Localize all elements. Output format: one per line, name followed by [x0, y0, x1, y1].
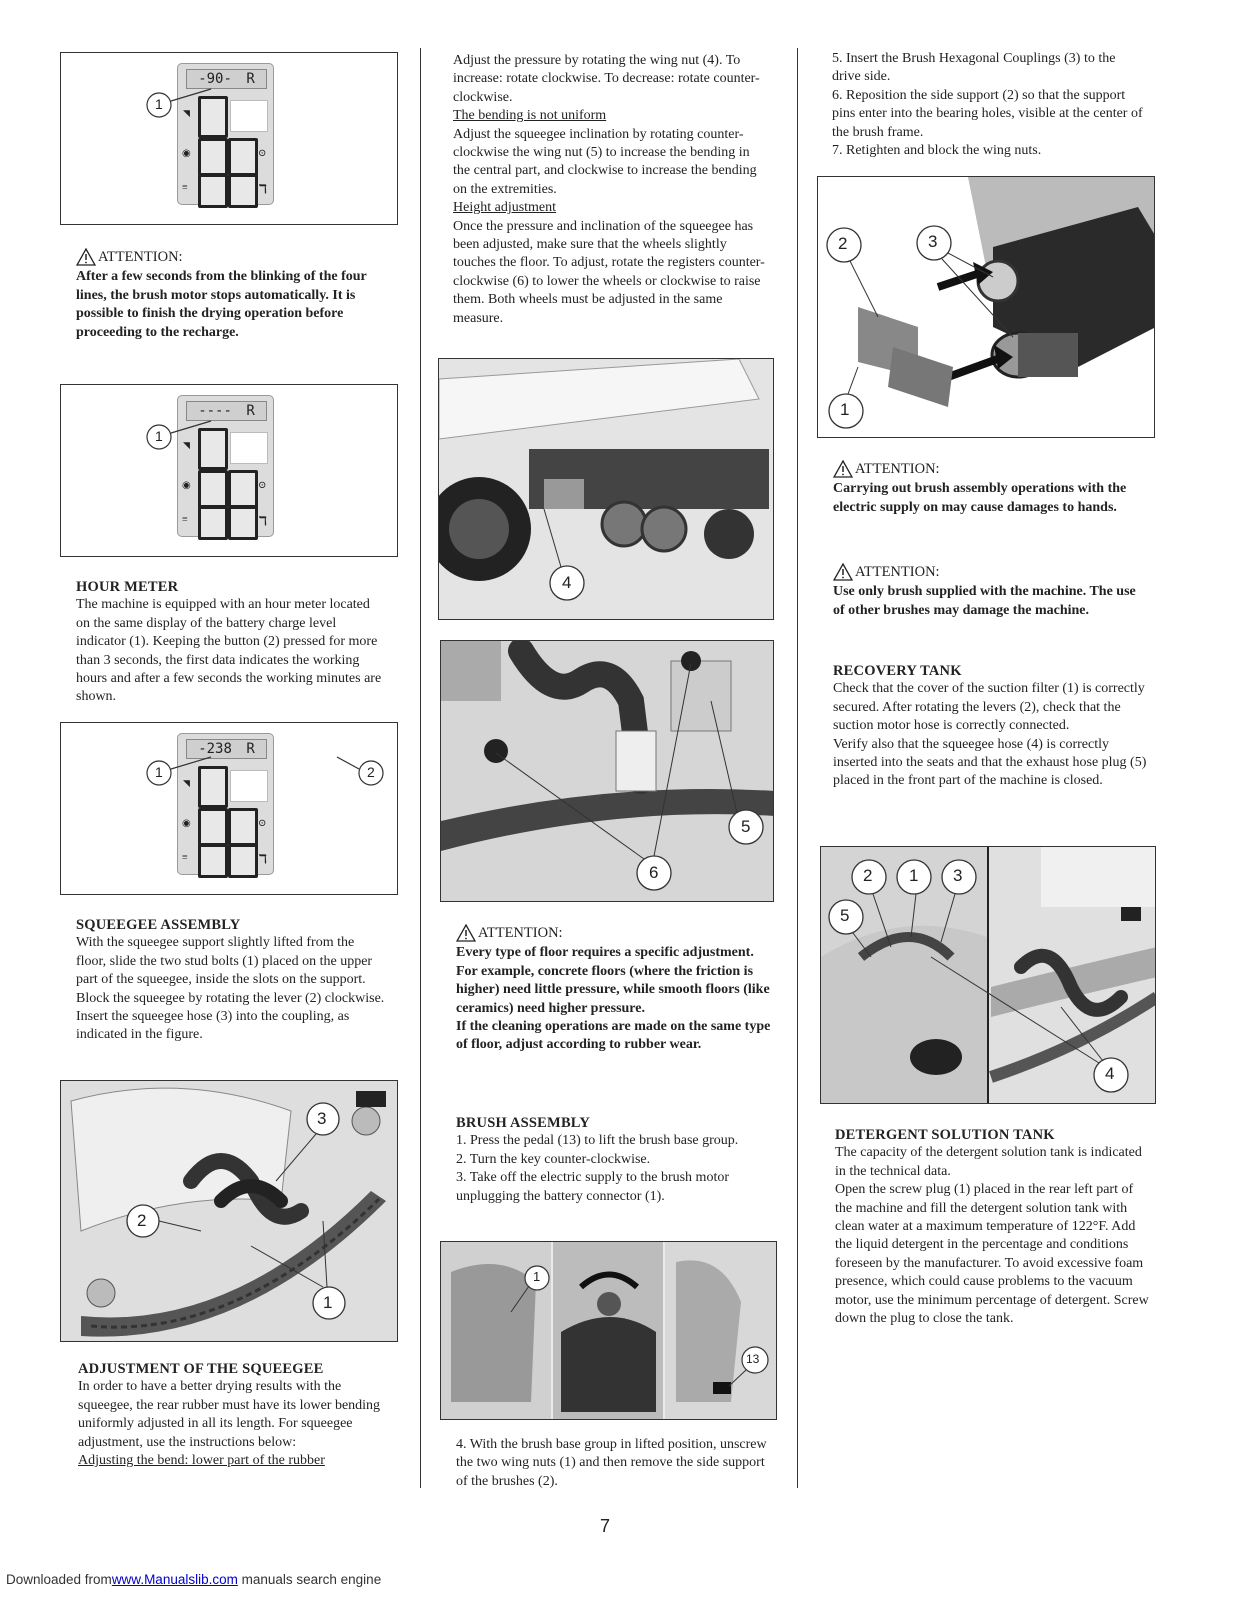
- download-footer: [6, 1572, 381, 1587]
- callouts-figure-3: [145, 753, 385, 797]
- brush-step-4: 4. With the brush base group in lifted position, unscrew the two wing nuts (1) and then remove the side support of the brushes (2).: [456, 1437, 767, 1489]
- callout-3-label: 3: [317, 1109, 327, 1128]
- attention-text-2: If the cleaning operations are made on the same type of floor, adjust according to rubber wear.: [456, 1019, 771, 1053]
- brush-step-3: 3. Take off the electric supply to the brush motor unplugging the battery connector (1).: [456, 1170, 729, 1204]
- warning-icon: [833, 563, 853, 581]
- display-figure-2: [60, 384, 398, 557]
- squeegee-assembly-photo: [60, 1080, 398, 1342]
- callout-5-label: 5: [741, 817, 751, 836]
- brush-couplings-photo: [817, 176, 1155, 438]
- panel-button-2[interactable]: [198, 808, 228, 846]
- water-icon: ◉: [182, 818, 191, 829]
- registers-illustration: [441, 641, 774, 902]
- display-figure-1: [60, 52, 398, 225]
- brush-base-illustration: [441, 1242, 777, 1420]
- panel-button-5[interactable]: [228, 174, 258, 208]
- squeegee-assembly-section: [76, 916, 386, 1045]
- lever-icon: ℸ: [259, 852, 267, 866]
- brush-assembly-title: BRUSH ASSEMBLY: [456, 1115, 591, 1131]
- panel-button-5[interactable]: [228, 844, 258, 878]
- brush-step-6: 6. Reposition the side support (2) so that the support pins enter into the bearing holes, visible at the center of the brush frame.: [832, 87, 1143, 140]
- display-value: ----: [198, 403, 232, 419]
- panel-button-5[interactable]: [228, 506, 258, 540]
- detergent-icon: ⊙: [258, 480, 267, 491]
- height-text: Once the pressure and inclination of the squeegee has been adjusted, make sure that the wheels slightly touches the floor. To adjust, rotate the registers counter-clockwise (6) to lower the wheels or clockwise to raise them. Both wheels must be adjusted in the same measure.: [453, 218, 765, 326]
- callout-4-label: 4: [1105, 1064, 1115, 1083]
- hour-meter-section: [76, 578, 386, 707]
- wing-nut-photo: [438, 358, 774, 620]
- detergent-icon: ⊙: [258, 818, 267, 829]
- water-icon: ◉: [182, 148, 191, 159]
- brush-step-4-block: [456, 1436, 771, 1491]
- callout-1-label: 1: [155, 764, 163, 780]
- adjusting-bend-label: Adjusting the bend: lower part of the rubber: [78, 1453, 325, 1469]
- panel-button-2[interactable]: [198, 470, 228, 508]
- display-letter: R: [246, 741, 255, 757]
- callout-2-label: 2: [863, 866, 873, 885]
- couplings-illustration: [818, 177, 1155, 438]
- bending-label: The bending is not uniform: [453, 108, 607, 124]
- manualslib-link[interactable]: www.Manualslib.com: [111, 1572, 238, 1587]
- attention-heading: ATTENTION:: [833, 460, 1148, 478]
- display-value: -90-: [198, 71, 232, 87]
- squeegee-adjust-text: [453, 52, 768, 328]
- registers-photo: [440, 640, 774, 902]
- panel-blank: [230, 100, 268, 132]
- attention-block-3: [833, 460, 1148, 517]
- detergent-tank-title: DETERGENT SOLUTION TANK: [835, 1127, 1055, 1143]
- brush-step-5: 5. Insert the Brush Hexagonal Couplings (3) to the drive side.: [832, 51, 1116, 85]
- callout-1-label: 1: [155, 96, 163, 112]
- panel-button-4[interactable]: [198, 174, 228, 208]
- brush-icon: ◥: [183, 440, 190, 450]
- callout-1-label: 1: [533, 1269, 541, 1284]
- hour-meter-text: The machine is equipped with an hour meter located on the same display of the battery charge level indicator (1). Keeping the button (2) pressed for more than 3 seconds, the first data indicates the working hours and after a few seconds the working minutes are shown.: [76, 597, 382, 705]
- detergent-tank-p2: Open the screw plug (1) placed in the rear left part of the machine and fill the detergent solution tank with clean water at a maximum temperature of 122°F. Add the liquid detergent in the percentage and conditions foreseen by the manufacturer. To avoid excessive foam presence, which could cause problems to the vacuum motor, use the minimum percentage of detergent. Screw down the plug to close the tank.: [835, 1182, 1149, 1327]
- recovery-tank-p2: Verify also that the squeegee hose (4) is correctly inserted into the seats and that the exhaust hose plug (5) placed in the front part of the machine is closed.: [833, 736, 1147, 789]
- brush-step-7: 7. Retighten and block the wing nuts.: [832, 143, 1042, 159]
- attention-block-4: [833, 563, 1148, 620]
- warning-icon: [456, 924, 476, 942]
- attention-text: Carrying out brush assembly operations with the electric supply on may cause damages to hands.: [833, 481, 1127, 515]
- panel-button-4[interactable]: [198, 844, 228, 878]
- squeegee-icon: ≡: [182, 852, 188, 863]
- squeegee-assembly-p1: With the squeegee support slightly lifted from the floor, slide the two stud bolts (1) placed on the upper part of the squeegee, inside the slots on the support. Block the squeegee by rotating the lever (2) clockwise.: [76, 935, 385, 1006]
- detergent-tank-p1: The capacity of the detergent solution tank is indicated in the technical data.: [835, 1145, 1142, 1179]
- panel-button-3[interactable]: [228, 138, 258, 176]
- water-icon: ◉: [182, 480, 191, 491]
- bending-text: Adjust the squeegee inclination by rotating counter-clockwise the wing nut (5) to increase the bending in the central part, and clockwise to increase the bending on the extremities.: [453, 126, 757, 197]
- squeegee-icon: ≡: [182, 182, 188, 193]
- panel-button-4[interactable]: [198, 506, 228, 540]
- display-readout: [186, 401, 267, 421]
- callout-2-label: 2: [367, 764, 375, 780]
- brush-assembly-section: [456, 1114, 771, 1206]
- callout-3-label: 3: [928, 232, 938, 251]
- height-label: Height adjustment: [453, 200, 557, 216]
- footer-prefix: Downloaded from: [6, 1572, 112, 1587]
- callout-2-label: 2: [137, 1211, 147, 1230]
- detergent-icon: ⊙: [258, 148, 267, 159]
- callout-5-label: 5: [840, 906, 850, 925]
- display-readout: [186, 69, 267, 89]
- callout-1-label: 1: [323, 1293, 333, 1312]
- control-panel: [177, 395, 274, 537]
- attention-text-1: Every type of floor requires a specific adjustment. For example, concrete floors (where the friction is higher) need little pressure, while smooth floors (like ceramics) need higher pressure.: [456, 945, 770, 1016]
- squeegee-assembly-title: SQUEEGEE ASSEMBLY: [76, 917, 241, 933]
- squeegee-icon: ≡: [182, 514, 188, 525]
- brush-icon: ◥: [183, 108, 190, 118]
- recovery-tank-section: [833, 662, 1148, 791]
- panel-button-3[interactable]: [228, 808, 258, 846]
- callout-6-label: 6: [649, 863, 659, 882]
- display-figure-3: [60, 722, 398, 895]
- display-letter: R: [246, 71, 255, 87]
- attention-text: After a few seconds from the blinking of the four lines, the brush motor stops automatically. It is possible to finish the drying operation before proceeding to the recharge.: [76, 269, 367, 340]
- callout-4-label: 4: [562, 573, 572, 592]
- hour-meter-title: HOUR METER: [76, 579, 179, 595]
- panel-blank: [230, 432, 268, 464]
- brush-icon: ◥: [183, 778, 190, 788]
- detergent-tank-section: [835, 1126, 1150, 1328]
- attention-block-1: [76, 248, 386, 342]
- callout-3-label: 3: [953, 866, 963, 885]
- column-divider-right: [797, 48, 798, 1488]
- lever-icon: ℸ: [259, 514, 267, 528]
- callout-2-label: 2: [838, 234, 848, 253]
- callout-1-label: 1: [155, 428, 163, 444]
- callout-1-label: 1: [909, 866, 919, 885]
- panel-button-2[interactable]: [198, 138, 228, 176]
- attention-heading: ATTENTION:: [833, 563, 1148, 581]
- callout-1-label: 1: [840, 400, 850, 419]
- squeegee-illustration: [61, 1081, 398, 1342]
- panel-button-3[interactable]: [228, 470, 258, 508]
- adjustment-title: ADJUSTMENT OF THE SQUEEGEE: [78, 1361, 324, 1377]
- attention-block-2: [456, 924, 771, 1055]
- brush-steps-continued: [832, 50, 1147, 160]
- footer-suffix: manuals search engine: [237, 1572, 382, 1587]
- recovery-tank-photo: [820, 846, 1156, 1104]
- warning-icon: [833, 460, 853, 478]
- page-number: 7: [600, 1516, 611, 1536]
- display-letter: R: [246, 403, 255, 419]
- brush-step-1: 1. Press the pedal (13) to lift the brush base group.: [456, 1133, 739, 1149]
- brush-step-2: 2. Turn the key counter-clockwise.: [456, 1151, 651, 1167]
- attention-text: Use only brush supplied with the machine. The use of other brushes may damage the machine.: [833, 584, 1136, 618]
- wheels-illustration: [439, 359, 774, 620]
- attention-heading: ATTENTION:: [76, 248, 386, 266]
- display-value: -238: [198, 741, 232, 757]
- recovery-tank-p1: Check that the cover of the suction filter (1) is correctly secured. After rotating the levers (2), check that the suction motor hose is correctly connected.: [833, 681, 1145, 734]
- recovery-tank-title: RECOVERY TANK: [833, 663, 962, 679]
- callout-13-label: 13: [746, 1352, 760, 1366]
- brush-base-photo: [440, 1241, 777, 1420]
- adjustment-text: In order to have a better drying results with the squeegee, the rear rubber must have its lower bending uniformly adjusted in all its length. For squeegee adjustment, use the instructions below:: [78, 1379, 381, 1450]
- control-panel: [177, 63, 274, 205]
- column-divider-left: [420, 48, 421, 1488]
- lever-icon: ℸ: [259, 182, 267, 196]
- squeegee-assembly-p2: Insert the squeegee hose (3) into the coupling, as indicated in the figure.: [76, 1009, 350, 1043]
- attention-heading: ATTENTION:: [456, 924, 771, 942]
- warning-icon: [76, 248, 96, 266]
- adjustment-section: [78, 1360, 388, 1470]
- pressure-text: Adjust the pressure by rotating the wing nut (4). To increase: rotate clockwise. To decrease: rotate counter-clockwise.: [453, 53, 760, 105]
